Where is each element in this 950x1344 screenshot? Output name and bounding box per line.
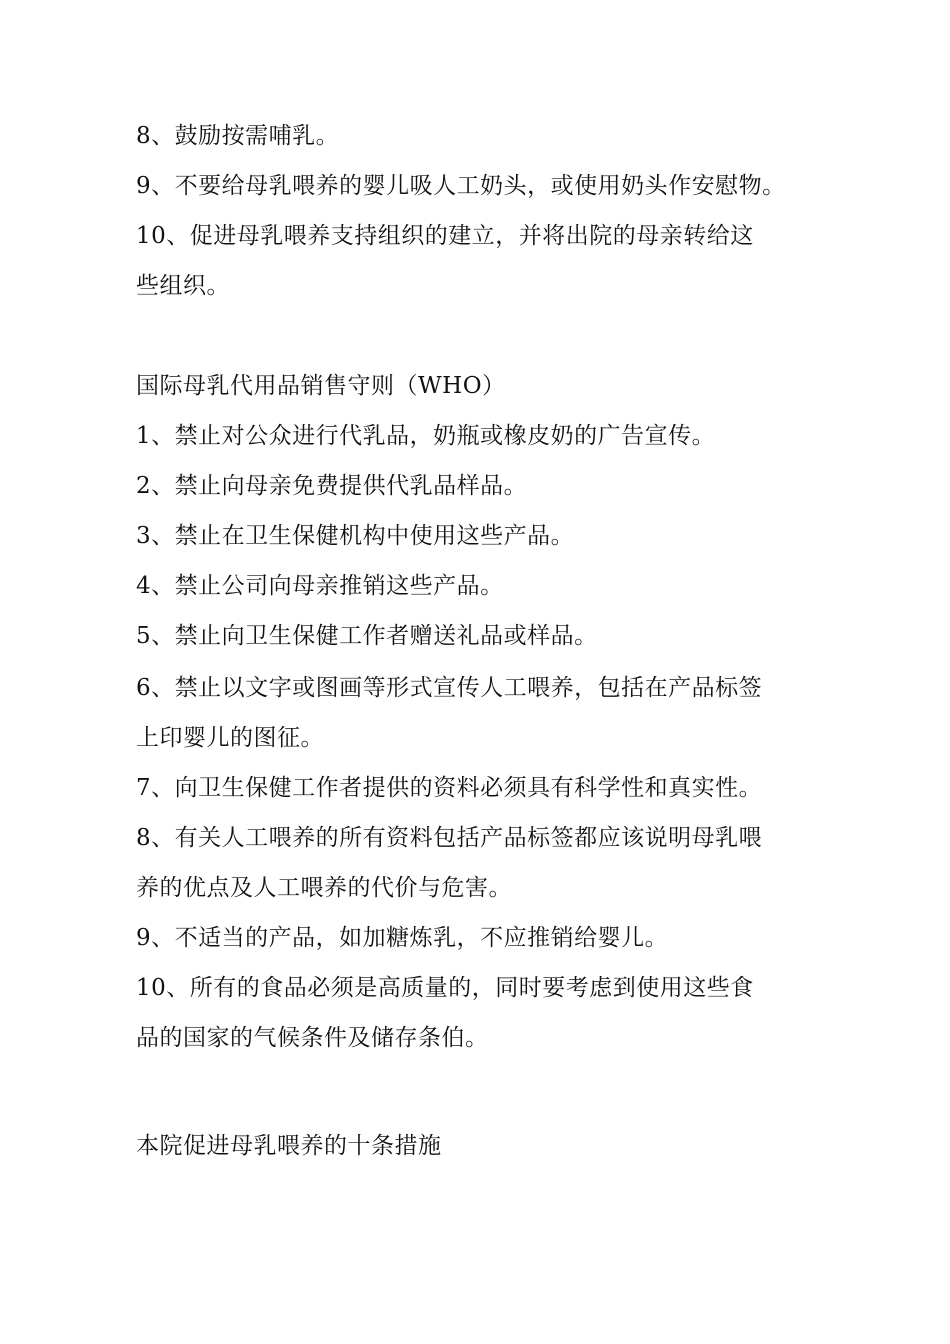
who-item-9: 9、不适当的产品，如加糖炼乳，不应推销给婴儿。 — [136, 925, 669, 951]
section-heading-hospital: 本院促进母乳喂养的十条措施 — [136, 1133, 442, 1159]
list-item-top-9: 9、不要给母乳喂养的婴儿吸人工奶头，或使用奶头作安慰物。 — [136, 173, 786, 199]
who-item-3: 3、禁止在卫生保健机构中使用这些产品。 — [136, 523, 575, 549]
who-item-1: 1、禁止对公众进行代乳品，奶瓶或橡皮奶的广告宣传。 — [136, 423, 716, 449]
who-item-7: 7、向卫生保健工作者提供的资料必须具有科学性和真实性。 — [136, 775, 763, 801]
who-item-10-line1: 10、所有的食品必须是高质量的，同时要考虑到使用这些食 — [136, 975, 754, 1001]
who-item-5: 5、禁止向卫生保健工作者赠送礼品或样品。 — [136, 623, 598, 649]
who-item-8-line1: 8、有关人工喂养的所有资料包括产品标签都应该说明母乳喂 — [136, 825, 763, 851]
who-item-10-line2: 品的国家的气候条件及储存条伯。 — [136, 1025, 489, 1051]
section-heading-who: 国际母乳代用品销售守则（WHO） — [136, 373, 506, 399]
list-item-top-10-line1: 10、促进母乳喂养支持组织的建立，并将出院的母亲转给这 — [136, 223, 754, 249]
list-item-top-10-line2: 些组织。 — [136, 273, 230, 299]
who-item-8-line2: 养的优点及人工喂养的代价与危害。 — [136, 875, 512, 901]
who-item-4: 4、禁止公司向母亲推销这些产品。 — [136, 573, 504, 599]
who-item-6-line1: 6、禁止以文字或图画等形式宣传人工喂养，包括在产品标签 — [136, 675, 763, 701]
who-item-6-line2: 上印婴儿的图征。 — [136, 725, 324, 751]
list-item-top-8: 8、鼓励按需哺乳。 — [136, 123, 340, 149]
who-item-2: 2、禁止向母亲免费提供代乳品样品。 — [136, 473, 528, 499]
